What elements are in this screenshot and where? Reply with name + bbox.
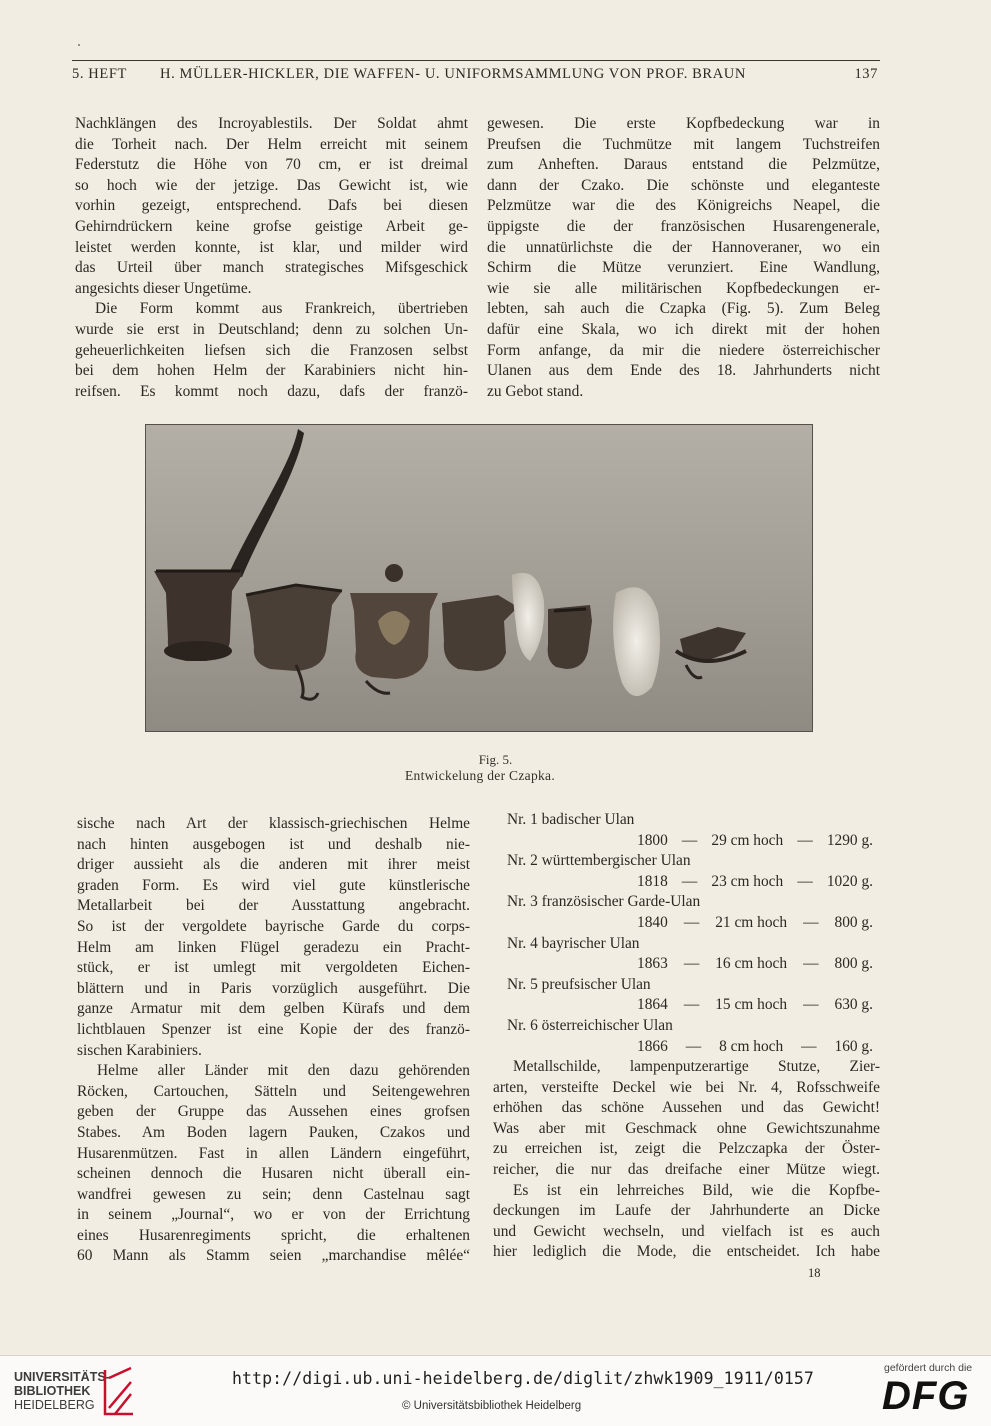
text-line: Nachklängen des Incroyablestils. Der Soldat ahmt	[75, 115, 468, 132]
text-line: Metallschilde, lampenputzerartige Stutze, Zier-	[513, 1058, 880, 1075]
entry-weight: 800 g.	[834, 913, 873, 931]
text-line: lichtblauen Spenzer ist eine Kopie der des franzö-	[77, 1020, 470, 1038]
top-right-column	[487, 114, 880, 402]
text-line: reifsen. Es kommt noch dazu, dafs der franzö-	[75, 382, 468, 400]
text-line: zum Anheften. Daraus entstand die Pelzmütze,	[487, 156, 880, 174]
text-line: üppigste die der französischen Husarengenerale,	[487, 217, 880, 235]
entry-weight: 630 g.	[834, 996, 873, 1014]
text-line: stück, er ist umlegt mit vergoldeten Eichen-	[77, 959, 470, 977]
funding-label: gefördert durch die	[884, 1362, 973, 1374]
text-line: Federstutz die Höhe von 70 cm, er ist dreimal	[75, 156, 468, 174]
entry-height: 23 cm hoch	[711, 872, 784, 890]
entry-dash: —	[685, 1037, 702, 1055]
entry-dash: —	[683, 913, 700, 931]
text-line: Gehirndrückern keine grofse geistige Arbeit ge-	[75, 217, 468, 235]
library-line: HEIDELBERG	[14, 1398, 95, 1412]
bottom-left-column	[77, 814, 470, 1267]
text-line: die unnatürlichste die der Hannoveraner, wo ein	[487, 238, 880, 256]
dfg-logo[interactable]: DFG	[882, 1374, 970, 1418]
text-line: lebten, sah auch die Czapka (Fig. 5). Zum Beleg	[487, 300, 880, 318]
top-left-column	[75, 114, 468, 402]
text-line: deckungen im Laufe der Jahrhunderte an Dicke	[493, 1202, 880, 1220]
list-entry	[507, 810, 873, 851]
text-line: erhöhen das schöne Aussehen und das Gewicht!	[493, 1099, 880, 1117]
text-line: So ist der vergoldete bayrische Garde du corps-	[77, 917, 470, 935]
scan-speck	[78, 44, 80, 46]
entry-name: preufsischer Ulan	[541, 975, 651, 993]
text-line: vorhin gezeigt, entsprechend. Dafs bei diesen	[75, 197, 468, 215]
text-line: reicher, die nur das dreifache einer Mütze wiegt.	[493, 1160, 880, 1178]
text-line: das Urteil über manch strategisches Mifsgeschick	[75, 259, 468, 277]
text-line: dann der Czako. Die schönste und eleganteste	[487, 176, 880, 194]
text-line: bei dem hohen Helm der Karabiniers nicht hin-	[75, 362, 468, 380]
text-line: Ulanen aus dem Ende des 18. Jahrhunderts nicht	[487, 362, 880, 380]
text-line: ganze Armatur mit dem gelben Kürafs und dem	[77, 1000, 470, 1018]
text-line: Pelzmütze war die des Königreichs Neapel, die	[487, 197, 880, 215]
text-line: zu Gebot stand.	[487, 382, 584, 400]
entry-height: 29 cm hoch	[711, 831, 784, 849]
text-line: hier lediglich die Mode, die entscheidet. Ich habe	[493, 1243, 880, 1261]
text-line: scheinen dennoch die Husaren nicht überall ein-	[77, 1165, 470, 1183]
text-line: Form anfange, da mir die niedere österreichischer	[487, 341, 880, 359]
text-line: Stabes. Am Boden lagern Pauken, Czakos und	[77, 1123, 470, 1141]
list-entry	[507, 975, 873, 1016]
text-line: gewesen. Die erste Kopfbedeckung war in	[487, 115, 880, 132]
text-line: Husarenmützen. Fast in allen Ländern eingeführt,	[77, 1144, 470, 1162]
entry-dash: —	[681, 872, 698, 890]
text-line: sische nach Art der klassisch-griechischen Helme	[77, 815, 470, 832]
text-line: leistet werden konnte, ist klar, und milder wird	[75, 238, 468, 256]
entry-height: 16 cm hoch	[715, 955, 788, 973]
text-line: zu erreichen ist, zeigt die Pelzczapka der Öster-	[493, 1140, 880, 1158]
entry-year: 1864	[637, 996, 668, 1014]
figure-photo	[145, 424, 813, 732]
entry-dash: —	[797, 831, 813, 849]
entry-number: Nr. 3	[507, 893, 538, 911]
text-line: Was aber mit Geschmack ohne Gewichtszunahme	[493, 1119, 880, 1137]
text-line: eines Husarenregiments spricht, die erhaltenen	[77, 1226, 470, 1244]
text-line: graden Form. Es wird viel gute künstlerische	[77, 876, 470, 894]
entry-dash: —	[801, 1037, 817, 1055]
text-line: Die Form kommt aus Frankreich, übertrieben	[95, 300, 468, 318]
viewer-footer	[0, 1355, 991, 1426]
entry-name: österreichischer Ulan	[541, 1016, 673, 1034]
entry-number: Nr. 6	[507, 1016, 538, 1034]
text-line: Es ist ein lehrreiches Bild, wie die Kopfbe-	[513, 1181, 880, 1199]
header-title: H. MÜLLER-HICKLER, DIE WAFFEN- U. UNIFORMSAMMLUNG VON PROF. BRAUN	[160, 66, 746, 82]
text-line: sischen Karabiniers.	[77, 1041, 202, 1059]
page-number: 137	[854, 66, 878, 82]
entry-year: 1840	[637, 913, 668, 931]
list-entry	[507, 851, 873, 892]
entry-weight: 1290 g.	[826, 831, 873, 849]
text-line: blättern und in Paris vorzüglich ausgeführt. Die	[77, 979, 470, 997]
text-line: Metallarbeit bei der Ausstattung angebracht.	[77, 897, 470, 915]
entry-height: 15 cm hoch	[715, 996, 788, 1014]
text-line: Schirm die Mütze verunziert. Eine Wandlung,	[487, 259, 880, 277]
text-line: wie sie alle militärischen Kopfbedeckungen er-	[487, 279, 880, 297]
entry-weight: 800 g.	[834, 955, 873, 973]
text-line: wurde sie erst in Deutschland; denn zu solchen Un-	[75, 320, 468, 338]
figure-caption: Entwickelung der Czapka.	[404, 768, 556, 783]
entry-number: Nr. 2	[507, 852, 538, 870]
running-header	[72, 66, 880, 88]
entry-name: französischer Garde-Ulan	[541, 893, 701, 911]
text-line: nach hinten ausgebogen ist und deshalb nie-	[77, 835, 470, 853]
text-line: Preufsen die Tuchmütze mit langem Tuchstreifen	[487, 135, 880, 153]
signature-mark: 18	[808, 1266, 821, 1280]
entry-dash: —	[803, 913, 819, 931]
library-name	[14, 1370, 110, 1412]
entry-weight: 1020 g.	[826, 872, 873, 890]
text-line: wandfrei gewesen zu sein; denn Castelnau sagt	[77, 1185, 470, 1203]
text-line: geben der Gruppe das Aussehen eines grofsen	[77, 1103, 470, 1121]
text-line: dafür eine Skala, wo ich direkt mit der hohen	[487, 320, 880, 338]
entry-year: 1818	[637, 872, 668, 890]
text-line: die Torheit nach. Der Helm erreicht mit seinem	[75, 135, 468, 153]
permalink-url[interactable]: http://digi.ub.uni-heidelberg.de/diglit/zhwk1909_1911/0157	[232, 1369, 814, 1388]
entry-dash: —	[803, 955, 819, 973]
entry-name: bayrischer Ulan	[541, 934, 640, 952]
entry-number: Nr. 5	[507, 975, 538, 993]
entry-dash: —	[683, 955, 700, 973]
text-line: driger aussieht als die anderen mit ihrer meist	[77, 856, 470, 874]
helmet-list	[507, 810, 873, 1057]
list-entry	[507, 892, 873, 933]
czapka-helmets-illustration	[146, 425, 812, 731]
library-line: BIBLIOTHEK	[14, 1384, 91, 1398]
entry-dash: —	[683, 996, 700, 1014]
text-line: in seinem „Journal“, wo er von der Errichtung	[77, 1206, 470, 1224]
entry-height: 21 cm hoch	[715, 913, 788, 931]
text-line: arten, versteifte Deckel wie bei Nr. 4, Rofsschweife	[493, 1078, 880, 1096]
bottom-right-text	[493, 1057, 880, 1263]
entry-year: 1866	[637, 1037, 668, 1055]
text-line: geheuerlichkeiten liefsen sich die Franzosen selbst	[75, 341, 468, 359]
list-entry	[507, 1016, 873, 1057]
entry-dash: —	[681, 831, 698, 849]
figure-number: Fig. 5.	[478, 752, 513, 767]
text-line: Helme aller Länder mit den dazu gehörenden	[97, 1062, 470, 1080]
library-logo-icon[interactable]	[101, 1364, 137, 1418]
entry-year: 1800	[637, 831, 668, 849]
entry-number: Nr. 4	[507, 934, 538, 952]
library-line: UNIVERSITÄTS-	[14, 1370, 110, 1384]
entry-weight: 160 g.	[834, 1037, 873, 1055]
entry-year: 1863	[637, 955, 668, 973]
issue-label: 5. HEFT	[72, 66, 127, 82]
entry-number: Nr. 1	[507, 811, 538, 828]
text-line: Helm am linken Flügel geradezu ein Pracht-	[77, 938, 470, 956]
list-entry	[507, 934, 873, 975]
entry-dash: —	[797, 872, 813, 890]
copyright-notice: © Universitätsbibliothek Heidelberg	[402, 1400, 582, 1412]
text-line: so hoch wie der jetzige. Das Gewicht ist, wie	[75, 176, 468, 194]
entry-name: badischer Ulan	[541, 811, 635, 828]
bottom-right-column	[507, 810, 873, 1057]
text-line: angesichts dieser Ungetüme.	[75, 279, 252, 297]
entry-dash: —	[803, 996, 819, 1014]
entry-height: 8 cm hoch	[719, 1037, 784, 1055]
text-line: Röcken, Cartouchen, Sätteln und Seitengewehren	[77, 1082, 470, 1100]
text-line: 60 Mann als Stamm seien „marchandise mêlée“	[77, 1247, 470, 1265]
entry-name: württembergischer Ulan	[541, 852, 691, 870]
header-rule	[72, 60, 880, 61]
text-line: und Gewicht wechseln, und vielfach ist es auch	[493, 1222, 880, 1240]
